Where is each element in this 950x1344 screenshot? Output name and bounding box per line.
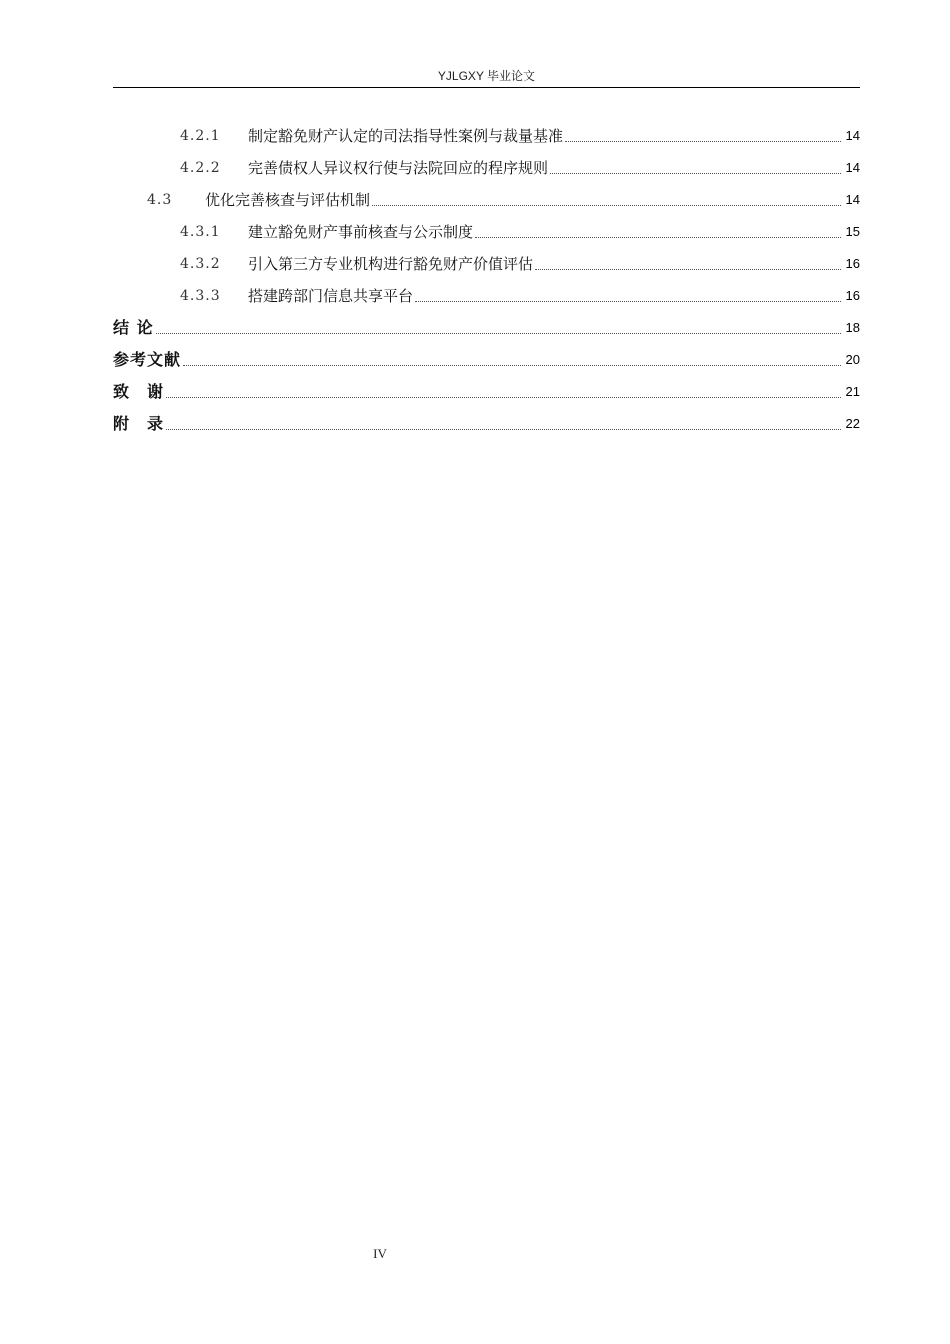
page-header: YJLGXY 毕业论文: [437, 69, 536, 83]
toc-entry-page: 14: [845, 128, 860, 143]
toc-dot-leader: [166, 428, 841, 430]
toc-entry-title: 结 论: [113, 318, 154, 337]
toc-dot-leader: [372, 204, 841, 206]
toc-dot-leader: [535, 268, 841, 270]
toc-entry-4-3-3[interactable]: [113, 274, 860, 306]
toc-entry-page: 14: [845, 192, 860, 207]
toc-entry-number: 4.3.1: [180, 224, 221, 240]
toc-dot-leader: [565, 140, 841, 142]
toc-entry-title: 搭建跨部门信息共享平台: [248, 287, 414, 305]
toc-entry-page: 16: [845, 256, 860, 271]
toc-entry-page: 21: [845, 384, 860, 399]
toc-entry-title: 附 录: [113, 414, 165, 433]
toc-dot-leader: [166, 396, 841, 398]
toc-entry-page: 22: [845, 416, 860, 431]
toc-entry-title: 优化完善核查与评估机制: [205, 191, 371, 209]
toc-entry-4-3[interactable]: [113, 178, 860, 210]
toc-dot-leader: [183, 364, 841, 366]
toc-dot-leader: [415, 300, 841, 302]
toc-entry-number: 4.3.2: [180, 256, 221, 272]
toc-entry-title: 建立豁免财产事前核查与公示制度: [248, 223, 474, 241]
toc-entry-title: 完善债权人异议权行使与法院回应的程序规则: [248, 159, 549, 177]
toc-dot-leader: [550, 172, 841, 174]
toc-entry-page: 16: [845, 288, 860, 303]
toc-entry-number: 4.2.2: [180, 160, 221, 176]
toc-entry-title: 致 谢: [113, 382, 165, 401]
toc-dot-leader: [475, 236, 841, 238]
toc-entry-title: 引入第三方专业机构进行豁免财产价值评估: [248, 255, 534, 273]
toc-entry-conclusion[interactable]: [113, 306, 860, 338]
toc-entry-references[interactable]: [113, 338, 860, 370]
toc-entry-acknowledgements[interactable]: [113, 370, 860, 402]
toc-entry-4-2-2[interactable]: [113, 146, 860, 178]
toc-entry-page: 20: [845, 352, 860, 367]
toc-entry-page: 14: [845, 160, 860, 175]
toc-dot-leader: [156, 332, 841, 334]
toc-entry-number: 4.3: [147, 192, 173, 208]
toc-entry-4-3-2[interactable]: [113, 242, 860, 274]
toc-entry-appendix[interactable]: [113, 402, 860, 434]
page-number: IV: [373, 1246, 387, 1261]
toc-entry-number: 4.2.1: [180, 128, 221, 144]
toc-entry-4-2-1[interactable]: [113, 114, 860, 146]
toc-entry-number: 4.3.3: [180, 288, 221, 304]
header-rule: [113, 87, 860, 88]
toc-entry-page: 15: [845, 224, 860, 239]
toc-entry-title: 参考文献: [113, 350, 182, 369]
toc-entry-4-3-1[interactable]: [113, 210, 860, 242]
table-of-contents: [113, 114, 860, 434]
toc-entry-title: 制定豁免财产认定的司法指导性案例与裁量基准: [248, 127, 564, 145]
toc-entry-page: 18: [845, 320, 860, 335]
